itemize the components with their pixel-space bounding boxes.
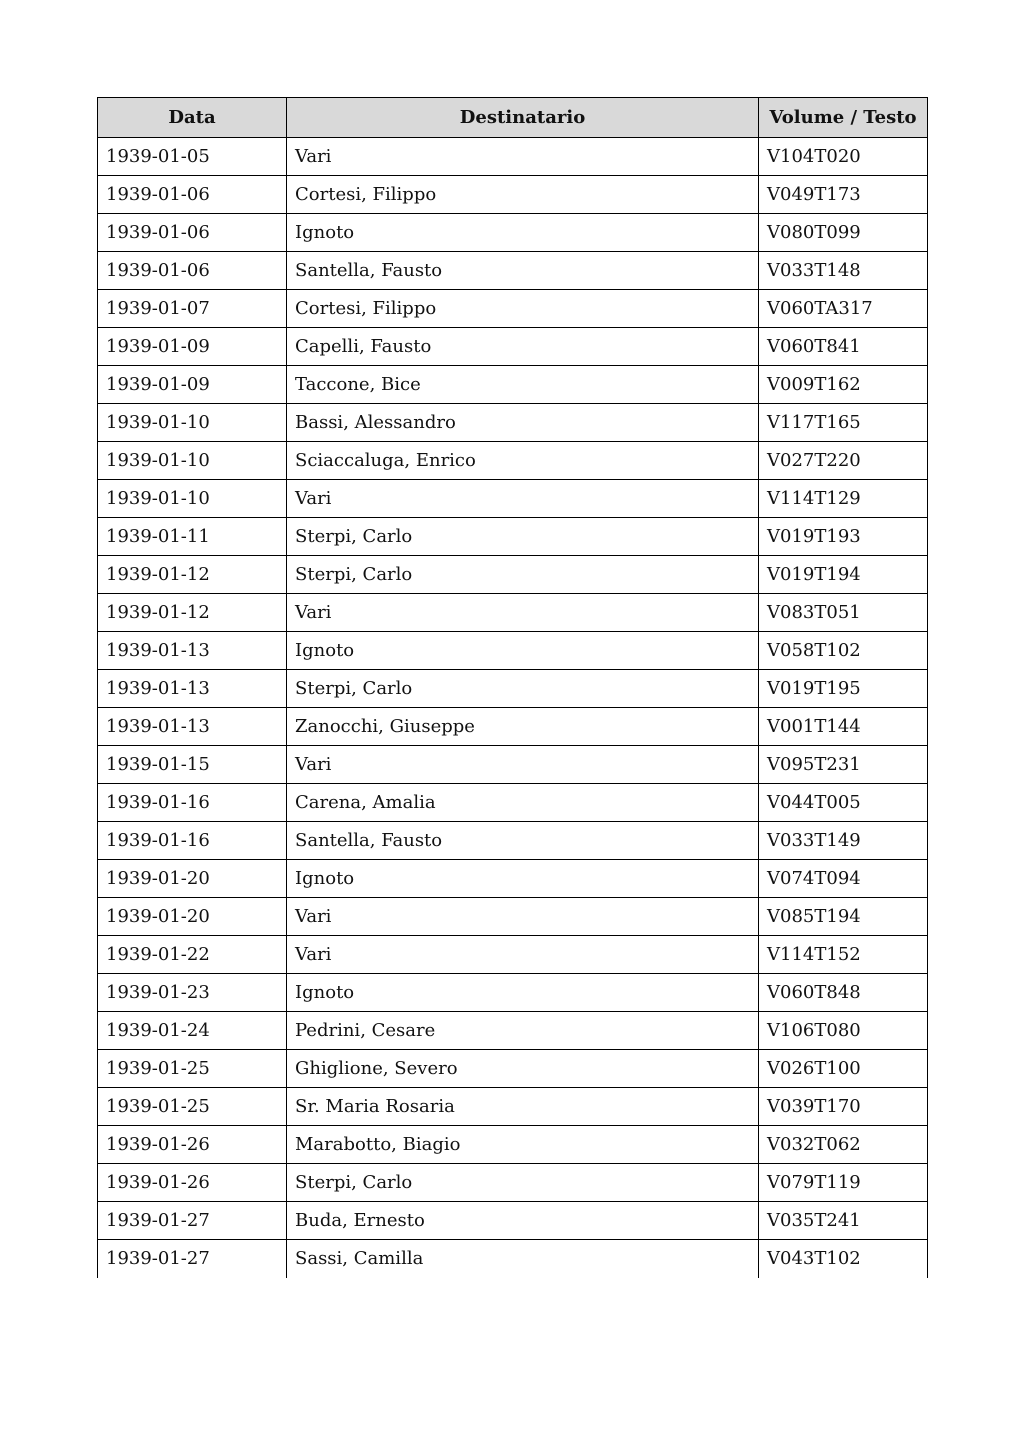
table-row (98, 632, 928, 670)
cell-volume-text: V106T080 (759, 1012, 928, 1050)
cell-date: 1939-01-09 (98, 366, 287, 404)
cell-date: 1939-01-24 (98, 1012, 287, 1050)
cell-date: 1939-01-10 (98, 442, 287, 480)
cell-volume-text: V114T129 (759, 480, 928, 518)
cell-recipient: Capelli, Fausto (287, 328, 759, 366)
cell-volume-text: V104T020 (759, 138, 928, 176)
cell-volume-text: V001T144 (759, 708, 928, 746)
cell-recipient: Taccone, Bice (287, 366, 759, 404)
cell-recipient: Ignoto (287, 632, 759, 670)
table-row (98, 480, 928, 518)
cell-recipient: Ghiglione, Severo (287, 1050, 759, 1088)
cell-recipient: Ignoto (287, 860, 759, 898)
cell-date: 1939-01-05 (98, 138, 287, 176)
cell-recipient: Vari (287, 480, 759, 518)
table-row (98, 1240, 928, 1278)
cell-volume-text: V049T173 (759, 176, 928, 214)
cell-recipient: Ignoto (287, 214, 759, 252)
header-row (98, 98, 928, 138)
table-row (98, 860, 928, 898)
cell-date: 1939-01-10 (98, 404, 287, 442)
cell-volume-text: V033T149 (759, 822, 928, 860)
cell-volume-text: V060TA317 (759, 290, 928, 328)
cell-volume-text: V019T194 (759, 556, 928, 594)
table-row (98, 784, 928, 822)
cell-date: 1939-01-10 (98, 480, 287, 518)
cell-recipient: Santella, Fausto (287, 822, 759, 860)
cell-volume-text: V080T099 (759, 214, 928, 252)
cell-volume-text: V039T170 (759, 1088, 928, 1126)
cell-date: 1939-01-26 (98, 1164, 287, 1202)
table-row (98, 936, 928, 974)
cell-date: 1939-01-09 (98, 328, 287, 366)
cell-volume-text: V019T195 (759, 670, 928, 708)
column-header-date: Data (98, 98, 287, 138)
cell-recipient: Buda, Ernesto (287, 1202, 759, 1240)
cell-date: 1939-01-15 (98, 746, 287, 784)
cell-volume-text: V095T231 (759, 746, 928, 784)
cell-recipient: Sassi, Camilla (287, 1240, 759, 1278)
cell-date: 1939-01-25 (98, 1088, 287, 1126)
cell-date: 1939-01-06 (98, 252, 287, 290)
cell-volume-text: V009T162 (759, 366, 928, 404)
cell-recipient: Carena, Amalia (287, 784, 759, 822)
table-row (98, 214, 928, 252)
cell-date: 1939-01-06 (98, 214, 287, 252)
table-row (98, 974, 928, 1012)
cell-date: 1939-01-22 (98, 936, 287, 974)
cell-date: 1939-01-07 (98, 290, 287, 328)
cell-recipient: Zanocchi, Giuseppe (287, 708, 759, 746)
table-row (98, 1164, 928, 1202)
table-row (98, 290, 928, 328)
cell-volume-text: V033T148 (759, 252, 928, 290)
cell-volume-text: V032T062 (759, 1126, 928, 1164)
cell-recipient: Vari (287, 936, 759, 974)
column-header-volume-text: Volume / Testo (759, 98, 928, 138)
cell-date: 1939-01-20 (98, 860, 287, 898)
cell-recipient: Sterpi, Carlo (287, 670, 759, 708)
cell-volume-text: V044T005 (759, 784, 928, 822)
cell-date: 1939-01-13 (98, 708, 287, 746)
cell-volume-text: V019T193 (759, 518, 928, 556)
cell-volume-text: V060T841 (759, 328, 928, 366)
table-row (98, 442, 928, 480)
table-row (98, 138, 928, 176)
table-row (98, 898, 928, 936)
cell-recipient: Sr. Maria Rosaria (287, 1088, 759, 1126)
table-row (98, 670, 928, 708)
cell-volume-text: V114T152 (759, 936, 928, 974)
table-row (98, 1088, 928, 1126)
cell-recipient: Sterpi, Carlo (287, 518, 759, 556)
cell-volume-text: V027T220 (759, 442, 928, 480)
cell-volume-text: V083T051 (759, 594, 928, 632)
cell-recipient: Cortesi, Filippo (287, 290, 759, 328)
table-body (98, 138, 928, 1278)
cell-recipient: Vari (287, 138, 759, 176)
cell-date: 1939-01-12 (98, 556, 287, 594)
cell-recipient: Cortesi, Filippo (287, 176, 759, 214)
table-row (98, 822, 928, 860)
cell-recipient: Marabotto, Biagio (287, 1126, 759, 1164)
table-row (98, 518, 928, 556)
table-row (98, 1126, 928, 1164)
table-row (98, 328, 928, 366)
cell-volume-text: V074T094 (759, 860, 928, 898)
cell-date: 1939-01-25 (98, 1050, 287, 1088)
table-row (98, 252, 928, 290)
cell-volume-text: V079T119 (759, 1164, 928, 1202)
records-table (97, 97, 928, 1278)
table-row (98, 594, 928, 632)
cell-date: 1939-01-06 (98, 176, 287, 214)
cell-date: 1939-01-23 (98, 974, 287, 1012)
cell-recipient: Bassi, Alessandro (287, 404, 759, 442)
table-row (98, 1050, 928, 1088)
cell-recipient: Sterpi, Carlo (287, 1164, 759, 1202)
table-header (98, 98, 928, 138)
cell-volume-text: V058T102 (759, 632, 928, 670)
cell-date: 1939-01-11 (98, 518, 287, 556)
cell-date: 1939-01-12 (98, 594, 287, 632)
table-row (98, 1202, 928, 1240)
cell-volume-text: V035T241 (759, 1202, 928, 1240)
cell-recipient: Vari (287, 898, 759, 936)
cell-date: 1939-01-16 (98, 784, 287, 822)
cell-recipient: Vari (287, 746, 759, 784)
cell-recipient: Vari (287, 594, 759, 632)
table-row (98, 746, 928, 784)
cell-date: 1939-01-13 (98, 632, 287, 670)
cell-volume-text: V117T165 (759, 404, 928, 442)
cell-date: 1939-01-16 (98, 822, 287, 860)
cell-recipient: Ignoto (287, 974, 759, 1012)
cell-recipient: Sciaccaluga, Enrico (287, 442, 759, 480)
cell-date: 1939-01-20 (98, 898, 287, 936)
cell-volume-text: V026T100 (759, 1050, 928, 1088)
table-row (98, 556, 928, 594)
cell-volume-text: V085T194 (759, 898, 928, 936)
cell-date: 1939-01-13 (98, 670, 287, 708)
cell-volume-text: V043T102 (759, 1240, 928, 1278)
cell-recipient: Pedrini, Cesare (287, 1012, 759, 1050)
table-row (98, 404, 928, 442)
cell-volume-text: V060T848 (759, 974, 928, 1012)
cell-recipient: Sterpi, Carlo (287, 556, 759, 594)
table-row (98, 176, 928, 214)
cell-date: 1939-01-26 (98, 1126, 287, 1164)
table-row (98, 1012, 928, 1050)
column-header-recipient: Destinatario (287, 98, 759, 138)
cell-recipient: Santella, Fausto (287, 252, 759, 290)
cell-date: 1939-01-27 (98, 1240, 287, 1278)
table-row (98, 708, 928, 746)
cell-date: 1939-01-27 (98, 1202, 287, 1240)
table-row (98, 366, 928, 404)
